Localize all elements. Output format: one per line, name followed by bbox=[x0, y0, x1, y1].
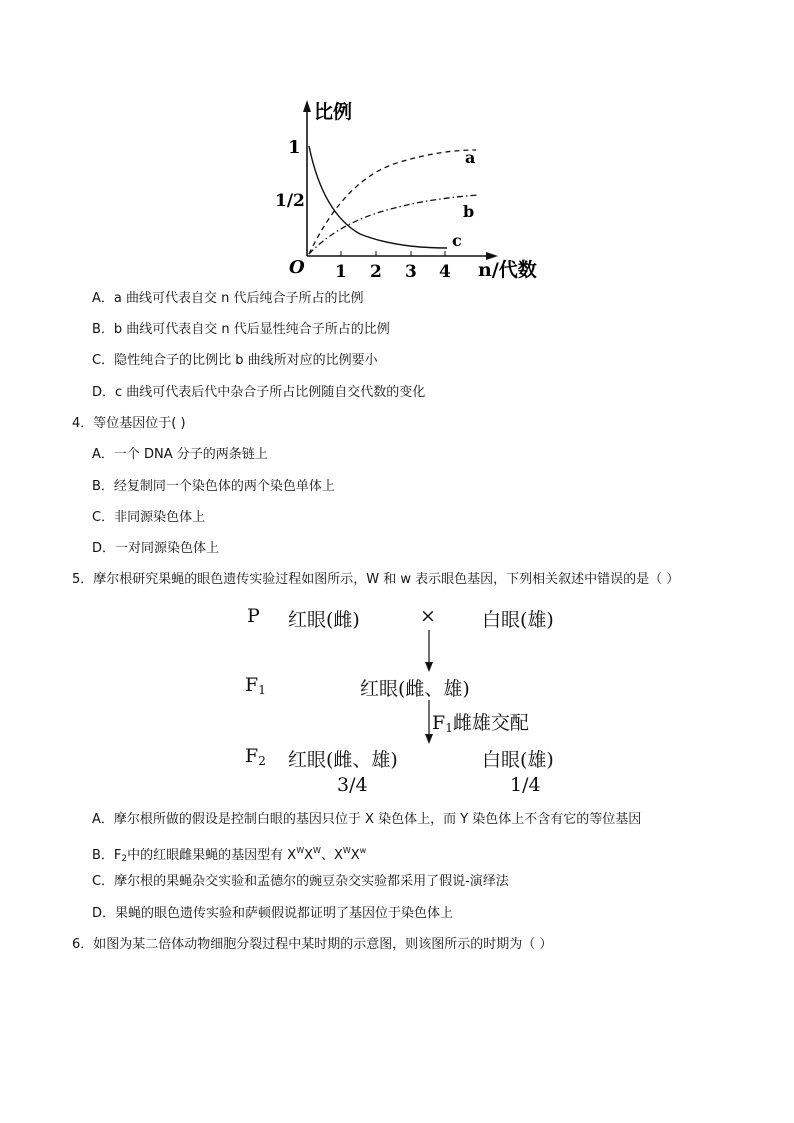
p-female: 红眼(雌) bbox=[288, 609, 360, 631]
curve-c-label: c bbox=[452, 231, 462, 250]
y-tick-1: 1 bbox=[288, 137, 301, 158]
p-male: 白眼(雄) bbox=[482, 609, 554, 631]
x-tick-2: 2 bbox=[370, 262, 382, 282]
y-axis-label: 比例 bbox=[314, 101, 353, 123]
q4-option-c: C．非同源染色体上 bbox=[92, 510, 206, 525]
q4-option-b: B．经复制同一个染色体的两个染色单体上 bbox=[92, 479, 335, 494]
ratio-white: 1/4 bbox=[510, 774, 541, 796]
curve-c bbox=[309, 146, 447, 248]
f2-white-eye: 白眼(雄) bbox=[482, 749, 554, 771]
f1-mating-label: $F_1$雌雄交配 bbox=[432, 712, 529, 735]
f1-generation-label: $F_1$ bbox=[245, 674, 266, 697]
p-generation-label: P bbox=[247, 605, 260, 627]
q3-option-c: C．隐性纯合子的比例比 b 曲线所对应的比例要小 bbox=[92, 353, 378, 368]
curve-b-label: b bbox=[463, 202, 475, 221]
f2-generation-label: $F_2$ bbox=[245, 745, 266, 768]
cross-symbol: × bbox=[420, 605, 436, 627]
curve-a bbox=[309, 150, 476, 254]
q3-option-a: A．a 曲线可代表自交 n 代后纯合子所占的比例 bbox=[92, 291, 364, 306]
y-tick-half: 1/2 bbox=[275, 191, 305, 211]
q3-option-d: D．c 曲线可代表后代中杂合子所占比例随自交代数的变化 bbox=[92, 385, 426, 400]
q5-option-b: B．$F_2$中的红眼雌果蝇的基因型有 $X^WX^W$、$X^WX^w$ bbox=[92, 846, 367, 864]
q4-option-d: D．一对同源染色体上 bbox=[92, 541, 220, 556]
origin-label: O bbox=[289, 257, 305, 278]
x-tick-1: 1 bbox=[335, 262, 347, 282]
ratio-red: 3/4 bbox=[337, 774, 368, 796]
q5-stem: 5．摩尔根研究果蝇的眼色遗传实验过程如图所示，W 和 w 表示眼色基因，下列相关叙述中错误的是（ ） bbox=[72, 572, 680, 587]
x-tick-3: 3 bbox=[405, 262, 417, 282]
proportion-graph bbox=[0, 0, 794, 290]
curve-a-label: a bbox=[465, 148, 476, 167]
q6-stem: 6．如图为某二倍体动物细胞分裂过程中某时期的示意图，则该图所示的时期为（ ） bbox=[72, 937, 553, 952]
x-tick-4: 4 bbox=[439, 262, 451, 282]
y-axis-arrow bbox=[303, 100, 311, 112]
x-axis-label: n/代数 bbox=[478, 259, 537, 281]
q4-stem: 4．等位基因位于( ) bbox=[72, 416, 186, 431]
f1-phenotype: 红眼(雌、雄) bbox=[360, 678, 470, 700]
q5-option-c: C．摩尔根的果蝇杂交实验和孟德尔的豌豆杂交实验都采用了假说-演绎法 bbox=[92, 874, 509, 889]
f2-red-eye: 红眼(雌、雄) bbox=[288, 749, 398, 771]
q4-option-a: A．一个 DNA 分子的两条链上 bbox=[92, 447, 268, 462]
q5-option-a: A．摩尔根所做的假设是控制白眼的基因只位于 X 染色体上，而 Y 染色体上不含有它的等位基因 bbox=[92, 812, 642, 827]
q5-option-d: D．果蝇的眼色遗传实验和萨顿假说都证明了基因位于染色体上 bbox=[92, 906, 454, 921]
q3-option-b: B．b 曲线可代表自交 n 代后显性纯合子所占的比例 bbox=[92, 322, 390, 337]
